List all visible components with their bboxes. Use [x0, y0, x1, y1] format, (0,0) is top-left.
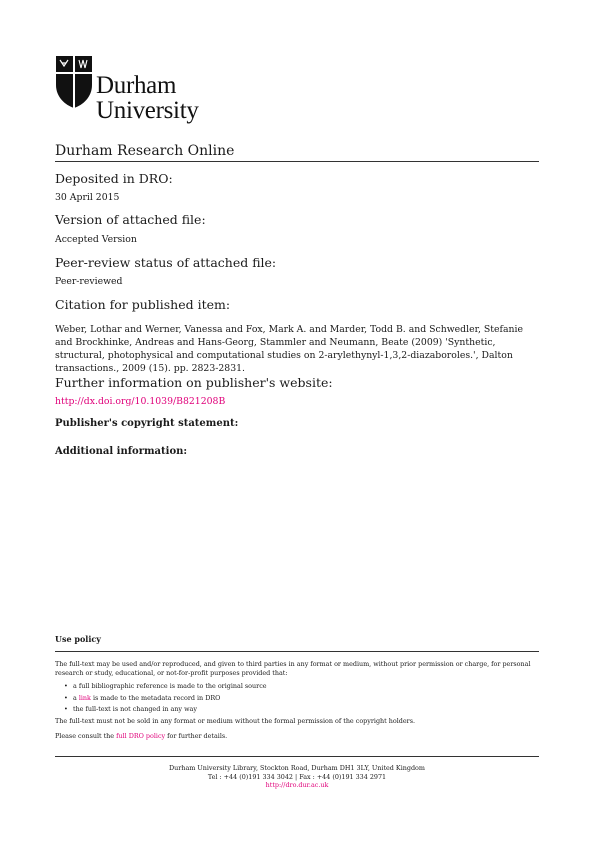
policy-consult: Please consult the full DRO policy for further details. — [55, 732, 228, 740]
policy-condition-item: • the full-text is not changed in any way — [73, 704, 267, 716]
deposited-date: 30 April 2015 — [55, 192, 120, 203]
citation-text: Weber, Lothar and Werner, Vanessa and Fox, Mark A. and Marder, Todd B. and Schwedler, Stefanie and Brockhinke, Andreas and Hans-Georg, Stammler and Neumann, Beate (2009) 'Synthetic, structural, photophysical and computational studies on 2-arylethynyl-1,3,2-diazaboroles.', Dalton transactions., 2009 (15). pp. 2823-2831. — [55, 324, 523, 374]
footer-divider — [55, 756, 539, 757]
version-value: Accepted Version — [55, 234, 137, 245]
footer-address: Durham University Library, Stockton Road, Durham DH1 3LY, United Kingdom — [169, 764, 425, 772]
policy-condition-item: • a link is made to the metadata record in DRO — [73, 693, 267, 705]
policy-intro: The full-text may be used and/or reproduced, and given to third parties in any format or medium, without prior permission or charge, for personal research or study, educational, or not-for-profit purposes provided that: — [55, 660, 531, 677]
metadata-record-link[interactable]: link — [78, 693, 91, 702]
footer-phone: Tel : +44 (0)191 334 3042 | Fax : +44 (0)191 334 2971 — [207, 772, 387, 781]
copyright-heading: Publisher's copyright statement: — [55, 418, 239, 429]
review-value: Peer-reviewed — [55, 276, 123, 287]
footer — [55, 764, 539, 790]
logo-line-durham: Durham — [96, 72, 177, 99]
publisher-doi-link[interactable]: http://dx.doi.org/10.1039/B821208B — [55, 396, 226, 407]
publisher-heading: Further information on publisher's website: — [55, 375, 333, 390]
policy-condition-item: • a full bibliographic reference is made to the original source — [73, 681, 267, 693]
footer-dro-link[interactable]: http://dro.dur.ac.uk — [265, 781, 329, 789]
policy-divider — [55, 651, 539, 652]
policy-restriction: The full-text must not be sold in any format or medium without the formal permission of the copyright holders. — [55, 717, 416, 725]
university-crest-icon — [55, 55, 93, 109]
durham-university-logo — [55, 53, 205, 123]
use-policy-heading: Use policy — [55, 634, 101, 644]
citation-heading: Citation for published item: — [55, 297, 231, 312]
additional-info-heading: Additional information: — [55, 446, 188, 457]
version-heading: Version of attached file: — [55, 212, 206, 227]
title-divider — [55, 161, 539, 162]
logo-line-university: University — [96, 97, 199, 124]
policy-conditions-list — [73, 681, 267, 716]
full-dro-policy-link[interactable]: full DRO policy — [116, 732, 166, 740]
review-heading: Peer-review status of attached file: — [55, 255, 277, 270]
deposited-heading: Deposited in DRO: — [55, 171, 173, 186]
page-title: Durham Research Online — [55, 143, 235, 159]
